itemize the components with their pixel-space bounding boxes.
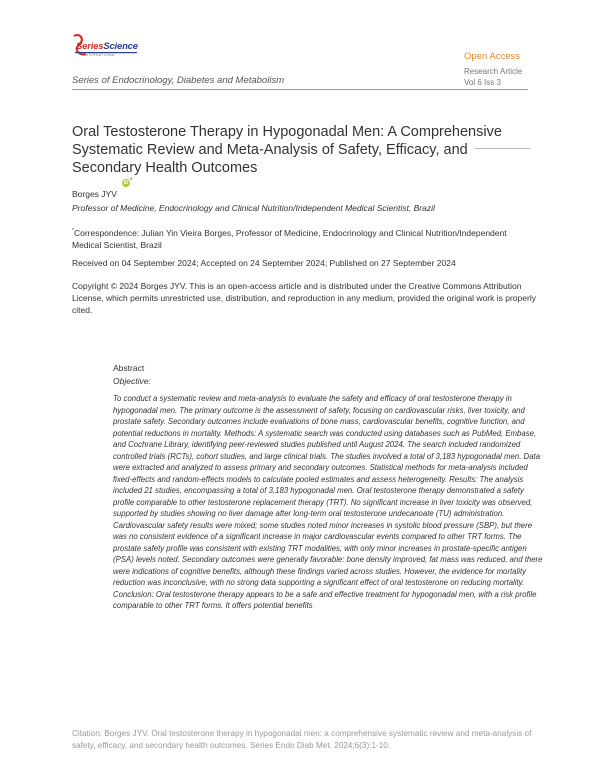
publication-dates: Received on 04 September 2024; Accepted on 24 September 2024; Published on 27 September 2024	[72, 258, 456, 268]
journal-name: Series of Endocrinology, Diabetes and Metabolism	[72, 75, 285, 86]
logo-wordmark: SeriesScience	[76, 41, 138, 52]
correspondence-text: Correspondence: Julian Yin Vieira Borges, Professor of Medicine, Endocrinology and Clinical Nutrition/Independent Medical Scientist, Brazil	[72, 227, 507, 250]
article-title: Oral Testosterone Therapy in Hypogonadal Men: A Comprehensive Systematic Review and Meta-Analysis of Safety, Efficacy, and Secondary Health Outcomes	[72, 124, 502, 176]
abstract-heading: Abstract	[113, 363, 145, 373]
orcid-icon[interactable]: iD	[123, 180, 129, 186]
volume-issue: Vol 6 Iss 3	[464, 78, 501, 87]
author-name: Borges JYV	[72, 189, 117, 199]
citation-footer: Citation: Borges JYV. Oral testosterone therapy in hypogonadal men: a comprehensive systematic review and meta-analysis of safety, efficacy, and secondary health outcomes. Series Endo Diab Met. 2024;6(3):1-10.	[72, 729, 532, 750]
author-affiliation: Professor of Medicine, Endocrinology and Clinical Nutrition/Independent Medical Scientist, Brazil	[72, 203, 435, 213]
abstract-body: To conduct a systematic review and meta-analysis to evaluate the safety and efficacy of oral testosterone therapy in hypogonadal men. The primary outcome is the assessment of safety, focusing on cardiovascular risks, liver toxicity, and prostate safety. Secondary outcomes include evaluations of bone mass, cardiovascular benefits, cognitive function, and potential reductions in mortality. Methods: A systematic search was conducted using databases such as PubMed, Embase, and Cochrane Library, identifying peer-reviewed studies published until August 2024. The search included randomized controlled trials (RCTs), cohort studies, and large clinical trials. The studies involved a total of 3,183 hypogonadal men. Data were extracted and analyzed to assess primary and secondary outcomes. Statistical methods for meta-analysis included fixed-effects and random-effects models to calculate pooled estimates and assess heterogeneity. Results: The analysis included 21 studies, encompassing a total of 3,183 hypogonadal men. Oral testosterone therapy demonstrated a safety profile comparable to other testosterone replacement therapy (TRT). No significant increase in liver toxicity was observed, supported by studies showing no liver damage after long-term oral testosterone undecanoate (TU) administration. Cardiovascular safety results were mixed; some studies noted minor increases in systolic blood pressure (SBP), but there was no consistent evidence of a significant increase in major cardiovascular events compared to other TRT forms. The prostate safety profile was consistent with existing TRT modalities, with only minor increases in prostate-specific antigen (PSA) levels noted. Secondary outcomes were generally favorable: bone density improved, fat mass was reduced, and there were indications of cognitive benefits, although these findings varied across studies. However, the evidence for mortality reduction was inconclusive, with no strong data supporting a significant effect of oral testosterone on reducing mortality. Conclusion: Oral testosterone therapy appears to be a safe and effective treatment for hypogonadal men, with a risk profile comparable to other TRT forms. It offers potential benefits	[113, 394, 543, 610]
correspondence-sup: *	[72, 228, 74, 234]
open-access-label: Open Access	[464, 51, 520, 62]
copyright-notice: Copyright © 2024 Borges JYV. This is an open-access article and is distributed under the Creative Commons Attribution License, which permits unrestricted use, distribution, and reproduction in any medium, provided the original work is properly cited.	[72, 281, 536, 315]
header-divider	[72, 89, 528, 90]
title-divider	[474, 148, 530, 149]
objective-heading: Objective:	[113, 376, 151, 386]
correspondence	[72, 225, 512, 251]
article-meta	[464, 66, 522, 88]
correspondence-marker: *	[130, 178, 133, 184]
article-type: Research Article	[464, 67, 523, 76]
logo-subtext: INTERNATIONAL	[84, 53, 116, 57]
